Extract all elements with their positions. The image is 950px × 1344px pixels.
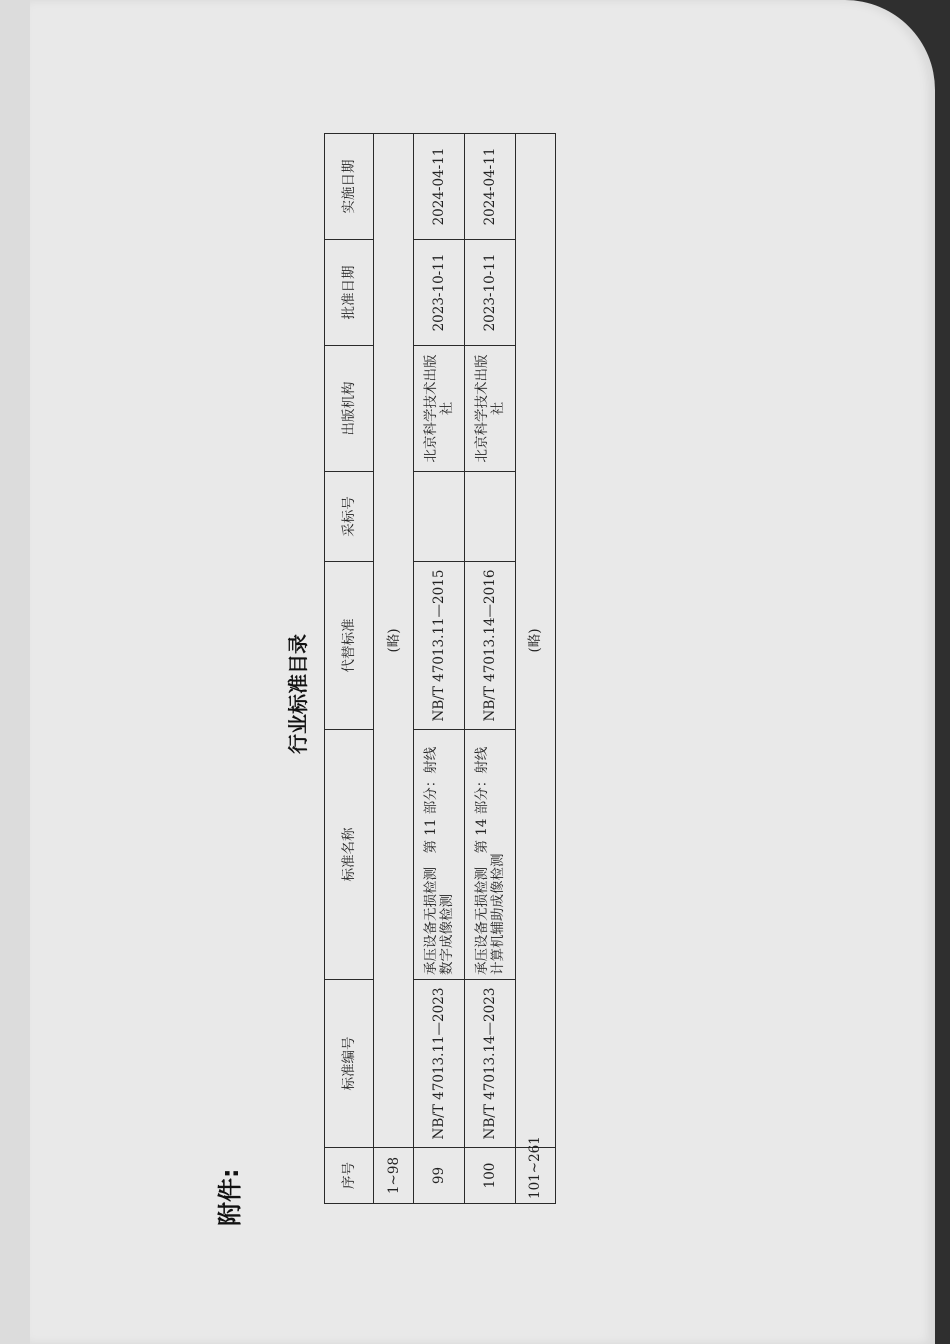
cell-replaces: NB/T 47013.11—2015 bbox=[414, 562, 465, 730]
cell-publisher: 北京科学技术出版社 bbox=[464, 346, 515, 472]
cell-seq: 99 bbox=[414, 1148, 465, 1204]
header-adopted: 采标号 bbox=[325, 472, 374, 562]
header-effective: 实施日期 bbox=[325, 134, 374, 240]
cell-seq: 101~261 bbox=[515, 1148, 555, 1204]
header-replaces: 代替标准 bbox=[325, 562, 374, 730]
cell-name: 承压设备无损检测 第 11 部分：射线数字成像检测 bbox=[414, 730, 465, 980]
cell-approved: 2023-10-11 bbox=[464, 240, 515, 346]
cell-code: NB/T 47013.14—2023 bbox=[464, 980, 515, 1148]
header-approved: 批准日期 bbox=[325, 240, 374, 346]
header-seq: 序号 bbox=[325, 1148, 374, 1204]
table-header-row bbox=[325, 134, 374, 1204]
cell-seq: 100 bbox=[464, 1148, 515, 1204]
cell-adopted bbox=[414, 472, 465, 562]
attachment-label: 附件: bbox=[216, 1168, 244, 1226]
header-code: 标准编号 bbox=[325, 980, 374, 1148]
table-row bbox=[515, 134, 555, 1204]
cell-effective: 2024-04-11 bbox=[464, 134, 515, 240]
standards-table bbox=[324, 133, 556, 1204]
cell-omitted: (略) bbox=[374, 134, 414, 1148]
header-name: 标准名称 bbox=[325, 730, 374, 980]
cell-seq: 1~98 bbox=[374, 1148, 414, 1204]
table-row bbox=[414, 134, 465, 1204]
cell-code: NB/T 47013.11—2023 bbox=[414, 980, 465, 1148]
table-row bbox=[374, 134, 414, 1204]
cell-effective: 2024-04-11 bbox=[414, 134, 465, 240]
cell-replaces: NB/T 47013.14—2016 bbox=[464, 562, 515, 730]
table-title: 行业标准目录 bbox=[286, 634, 310, 754]
table-row bbox=[464, 134, 515, 1204]
cell-adopted bbox=[464, 472, 515, 562]
document-page bbox=[30, 0, 935, 1344]
rotated-content bbox=[30, 0, 935, 1344]
header-publisher: 出版机构 bbox=[325, 346, 374, 472]
cell-publisher: 北京科学技术出版社 bbox=[414, 346, 465, 472]
cell-name: 承压设备无损检测 第 14 部分：射线计算机辅助成像检测 bbox=[464, 730, 515, 980]
cell-omitted: (略) bbox=[515, 134, 555, 1148]
cell-approved: 2023-10-11 bbox=[414, 240, 465, 346]
